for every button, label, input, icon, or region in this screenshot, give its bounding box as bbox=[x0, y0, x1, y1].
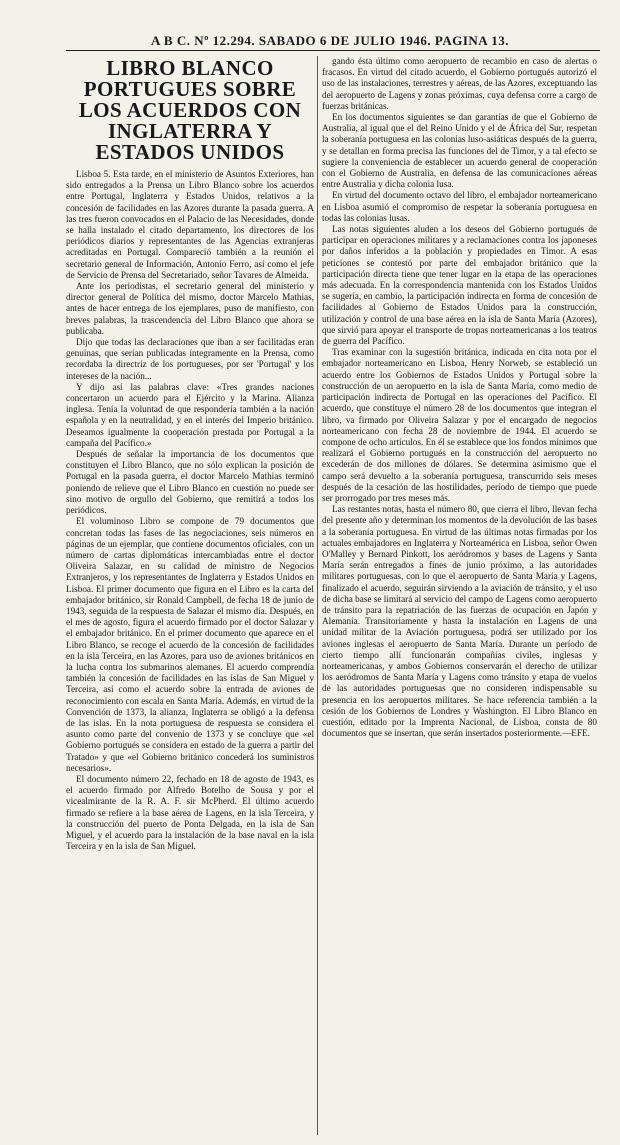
article-paragraph: El voluminoso Libro se compone de 79 documentos que concretan todas las fases de las negociaciones, seis números en páginas de un ejemplar, que contiene documentos oficiales, con un número de cartas diplomáticas intercambiadas entre el doctor Oliveira Salazar, en su calidad de ministro de Negocios Extranjeros, y los representantes de Inglaterra y Estados Unidos en Lisboa. El primer documento que figura en el Libro es la carta del embajador británico, sir Ronald Campbell, de fecha 18 de junio de 1943, seguida de la respuesta de Salazar el mismo día. Después, en el mes de agosto, figura el acuerdo firmado por el doctor Salazar y el embajador británico. En el primer documento que aparece en el Libro Blanco, se recoge el acuerdo de la concesión de facilidades en la isla Terceira, en las Azores, para uso de aviones británicos en la lucha contra los submarinos alemanes. El acuerdo comprendía también la concesión de facilidades en las islas de San Miguel y Terceira, así como el acuerdo sobre la entrada de aviones de reconocimiento con escala en Santa María. Además, en virtud de la Convención de 1373, la alianza, Inglaterra se obligó a la defensa de las islas. En la nota portuguesa de respuesta se considera el asunto como parte del convenio de 1373 y se concluye que «el Gobierno portugués se considera en estado de la guerra a partir del Tratado» y que «el Gobierno británico concederá los suministros necesarios». bbox=[66, 516, 314, 773]
article-paragraph: En virtud del documento octavo del libro, el embajador norteamericano en Lisboa asumió el compromiso de respetar la soberanía portuguesa en todas las colonias lusas. bbox=[322, 190, 597, 223]
left-column bbox=[66, 56, 314, 1137]
article-paragraph: Ante los periodistas, el secretario general del ministerio y director general de Política del mismo, doctor Marcelo Mathias, antes de hacer entrega de los ejemplares, puso de manifiesto, con breves palabras, la trascendencia del Libro Blanco que ahora se publicaba. bbox=[66, 281, 314, 336]
masthead-rule bbox=[66, 50, 600, 51]
column-divider bbox=[317, 56, 318, 1135]
article-paragraph: Y dijo así las palabras clave: «Tres grandes naciones concertaron un acuerdo para el Ejército y la Marina. Alianza inglesa. Tenía la voluntad de que respondería también a la nación española y en la neutralidad, y en el interés del Imperio británico. Deseamos igualmente la cooperación prestada por Portugal a la campaña del Pacífico.» bbox=[66, 381, 314, 448]
article-paragraph: Dijo que todas las declaraciones que iban a ser facilitadas eran genuinas, que serían publicadas íntegramente en la Prensa, como recordaba la directriz de los portugueses, por ser 'Portugal' y los intereses de la nación... bbox=[66, 337, 314, 381]
article-paragraph: En los documentos siguientes se dan garantías de que el Gobierno de Australia, al igual que el del Reino Unido y el de África del Sur, respetan la soberanía portuguesa en las colonias luso-asiáticas después de la guerra, y se detallan en forma precisa las funciones del de Timor, y a tal efecto se sugiere la conveniencia de establecer un acuerdo general de cooperación con el Gobierno de Australia, en defensa de las comunicaciones aéreas entre Australia y dicha colonia lusa. bbox=[322, 112, 597, 190]
article-paragraph: Después de señalar la importancia de los documentos que constituyen el Libro Blanco, que no sólo explican la posición de Portugal en la pasada guerra, el doctor Marcelo Mathias terminó poniendo de relieve que el Libro Blanco en cuestión no puede ser sino motivo de orgullo del Gobierno, que remitirá a todos los periódicos. bbox=[66, 449, 314, 516]
page-masthead: A B C. Nº 12.294. SABADO 6 DE JULIO 1946. PAGINA 13. bbox=[151, 33, 509, 48]
article-paragraph: gando ésta último como aeropuerto de recambio en caso de alertas o fracasos. En virtud del citado acuerdo, el Gobierno portugués autorizó el uso de las instalaciones, terrestres y aéreas, de las Azores, exceptuando las del aeropuerto de Lagens y zonas próximas, cuya defensa corre a cargo de fuerzas británicas. bbox=[322, 56, 597, 111]
article-paragraph: Las restantes notas, hasta el número 80, que cierra el libro, llevan fecha del presente año y determinan los momentos de la devolución de las bases a la soberanía portuguesa. En virtud de las últimas notas firmadas por los actuales embajadores en Inglaterra y Norteamérica en Lisboa, señor Owen O'Malley y Bernard Pinkott, los aeródromos y bases de Lagens y Santa María serán entregados a fines de junio próximo, a las autoridades militares portuguesas, con lo que el aeropuerto de Santa María y Lagens, finalizado el acuerdo, seguirán sirviendo a la aviación de tránsito, y el uso de dicha base se limitará al servicio del campo de Lagens como aeropuerto de tránsito para la repatriación de las fuerzas de ocupación en Japón y Alemania. Transitoriamente y hasta la instalación en Lagens de una unidad militar de la Aviación portuguesa, podrá ser utilizado por los aviones inglesas el aeropuerto de Santa María. Durante un período de cierto tiempo allí funcionarán compañías civiles, inglesas y norteamericanas, y ambos Gobiernos conservarán el derecho de utilizar los aeródromos de Santa María y Lagens como tránsito y etapa de vuelos de las autoridades portuguesas que no consideren indispensable su presencia en los aeropuertos militares. Se hace referencia también a la cesión de los Gobiernos de Londres y Washington. El Libro Blanco en cuestión, editado por la Imprenta Nacional, de Lisboa, consta de 80 documentos que se insertan, que serán insertados posteriormente.—EFE. bbox=[322, 504, 597, 739]
article-headline: LIBRO BLANCO PORTUGUES SOBRE LOS ACUERDOS CON INGLATERRA Y ESTADOS UNIDOS bbox=[78, 56, 302, 164]
article-paragraph: Lisboa 5. Esta tarde, en el ministerio de Asuntos Exteriores, han sido entregados a la Prensa un Libro Blanco sobre los acuerdos entre Portugal, Inglaterra y Estados Unidos, relativos a la concesión de facilidades en las Azores durante la pasada guerra. A las tres fueron convocados en el Palacio de las Necesidades, donde se halla instalado el citado departamento, los directores de los periódicos diarios y representantes de las Agencias extranjeras acreditadas en Portugal. Compareció también a la reunión el secretario general de Información, Antonio Ferro, así como el jefe de Servicio de Prensa del Secretariado, señor Tavares de Almeida. bbox=[66, 169, 314, 280]
article-paragraph: El documento número 22, fechado en 18 de agosto de 1943, es el acuerdo firmado por Alfredo Botelho de Sousa y por el vicealmirante de la R. A. F. sir McPherd. El último acuerdo firmado se refiere a la base aérea de Lagens, en la isla Terceira, y la construcción del puerto de Ponta Delgada, en la isla de San Miguel, y el acuerdo para la instalación de la base naval en la isla Terceira y en la isla de San Miguel. bbox=[66, 773, 314, 852]
right-column bbox=[322, 56, 597, 1137]
article-paragraph: Las notas siguientes aluden a los deseos del Gobierno portugués de participar en operaciones militares y a reclamaciones contra los japoneses por daños inferidos a la población y propiedades en Timor. A esas peticiones se contestó por parte del embajador británico que la participación directa tiene que tener lugar en la etapa de las operaciones más adecuada. En la correspondencia mantenida con los Estados Unidos se sugería, en cambio, la participación indirecta en forma de concesión de facilidades al Gobierno de Estados Unidos para la construcción, utilización y control de una base aérea en la isla de Santa María (Azores), que sirvió para apoyar el transporte de tropas norteamericanas a los teatros de guerra del Pacífico. bbox=[322, 224, 597, 347]
article-paragraph: Tras examinar con la sugestión británica, indicada en cita nota por el embajador norteamericano en Lisboa, Henry Norweb, se estableció un acuerdo entre los Gobiernos de Estados Unidos y Portugal sobre la construcción de un aeropuerto en la isla de Santa María, como medio de participación indirecta de Portugal en las operaciones del Pacífico. El acuerdo, que constituye el número 28 de los documentos que integran el libro, va firmado por Oliveira Salazar y por el encargado de negocios norteamericano con fecha 28 de noviembre de 1944. El acuerdo se compone de ocho artículos. En él se establece que los fondos mínimos que realizará el Gobierno portugués en la construcción del aeropuerto no excederán de dos millones de dólares. Se determina asimismo que el campo será devuelto a la soberanía portuguesa, transcurrido seis meses después de la cesación de las hostilidades, período de tiempo que puede ser prorrogado por tres meses más. bbox=[322, 347, 597, 503]
